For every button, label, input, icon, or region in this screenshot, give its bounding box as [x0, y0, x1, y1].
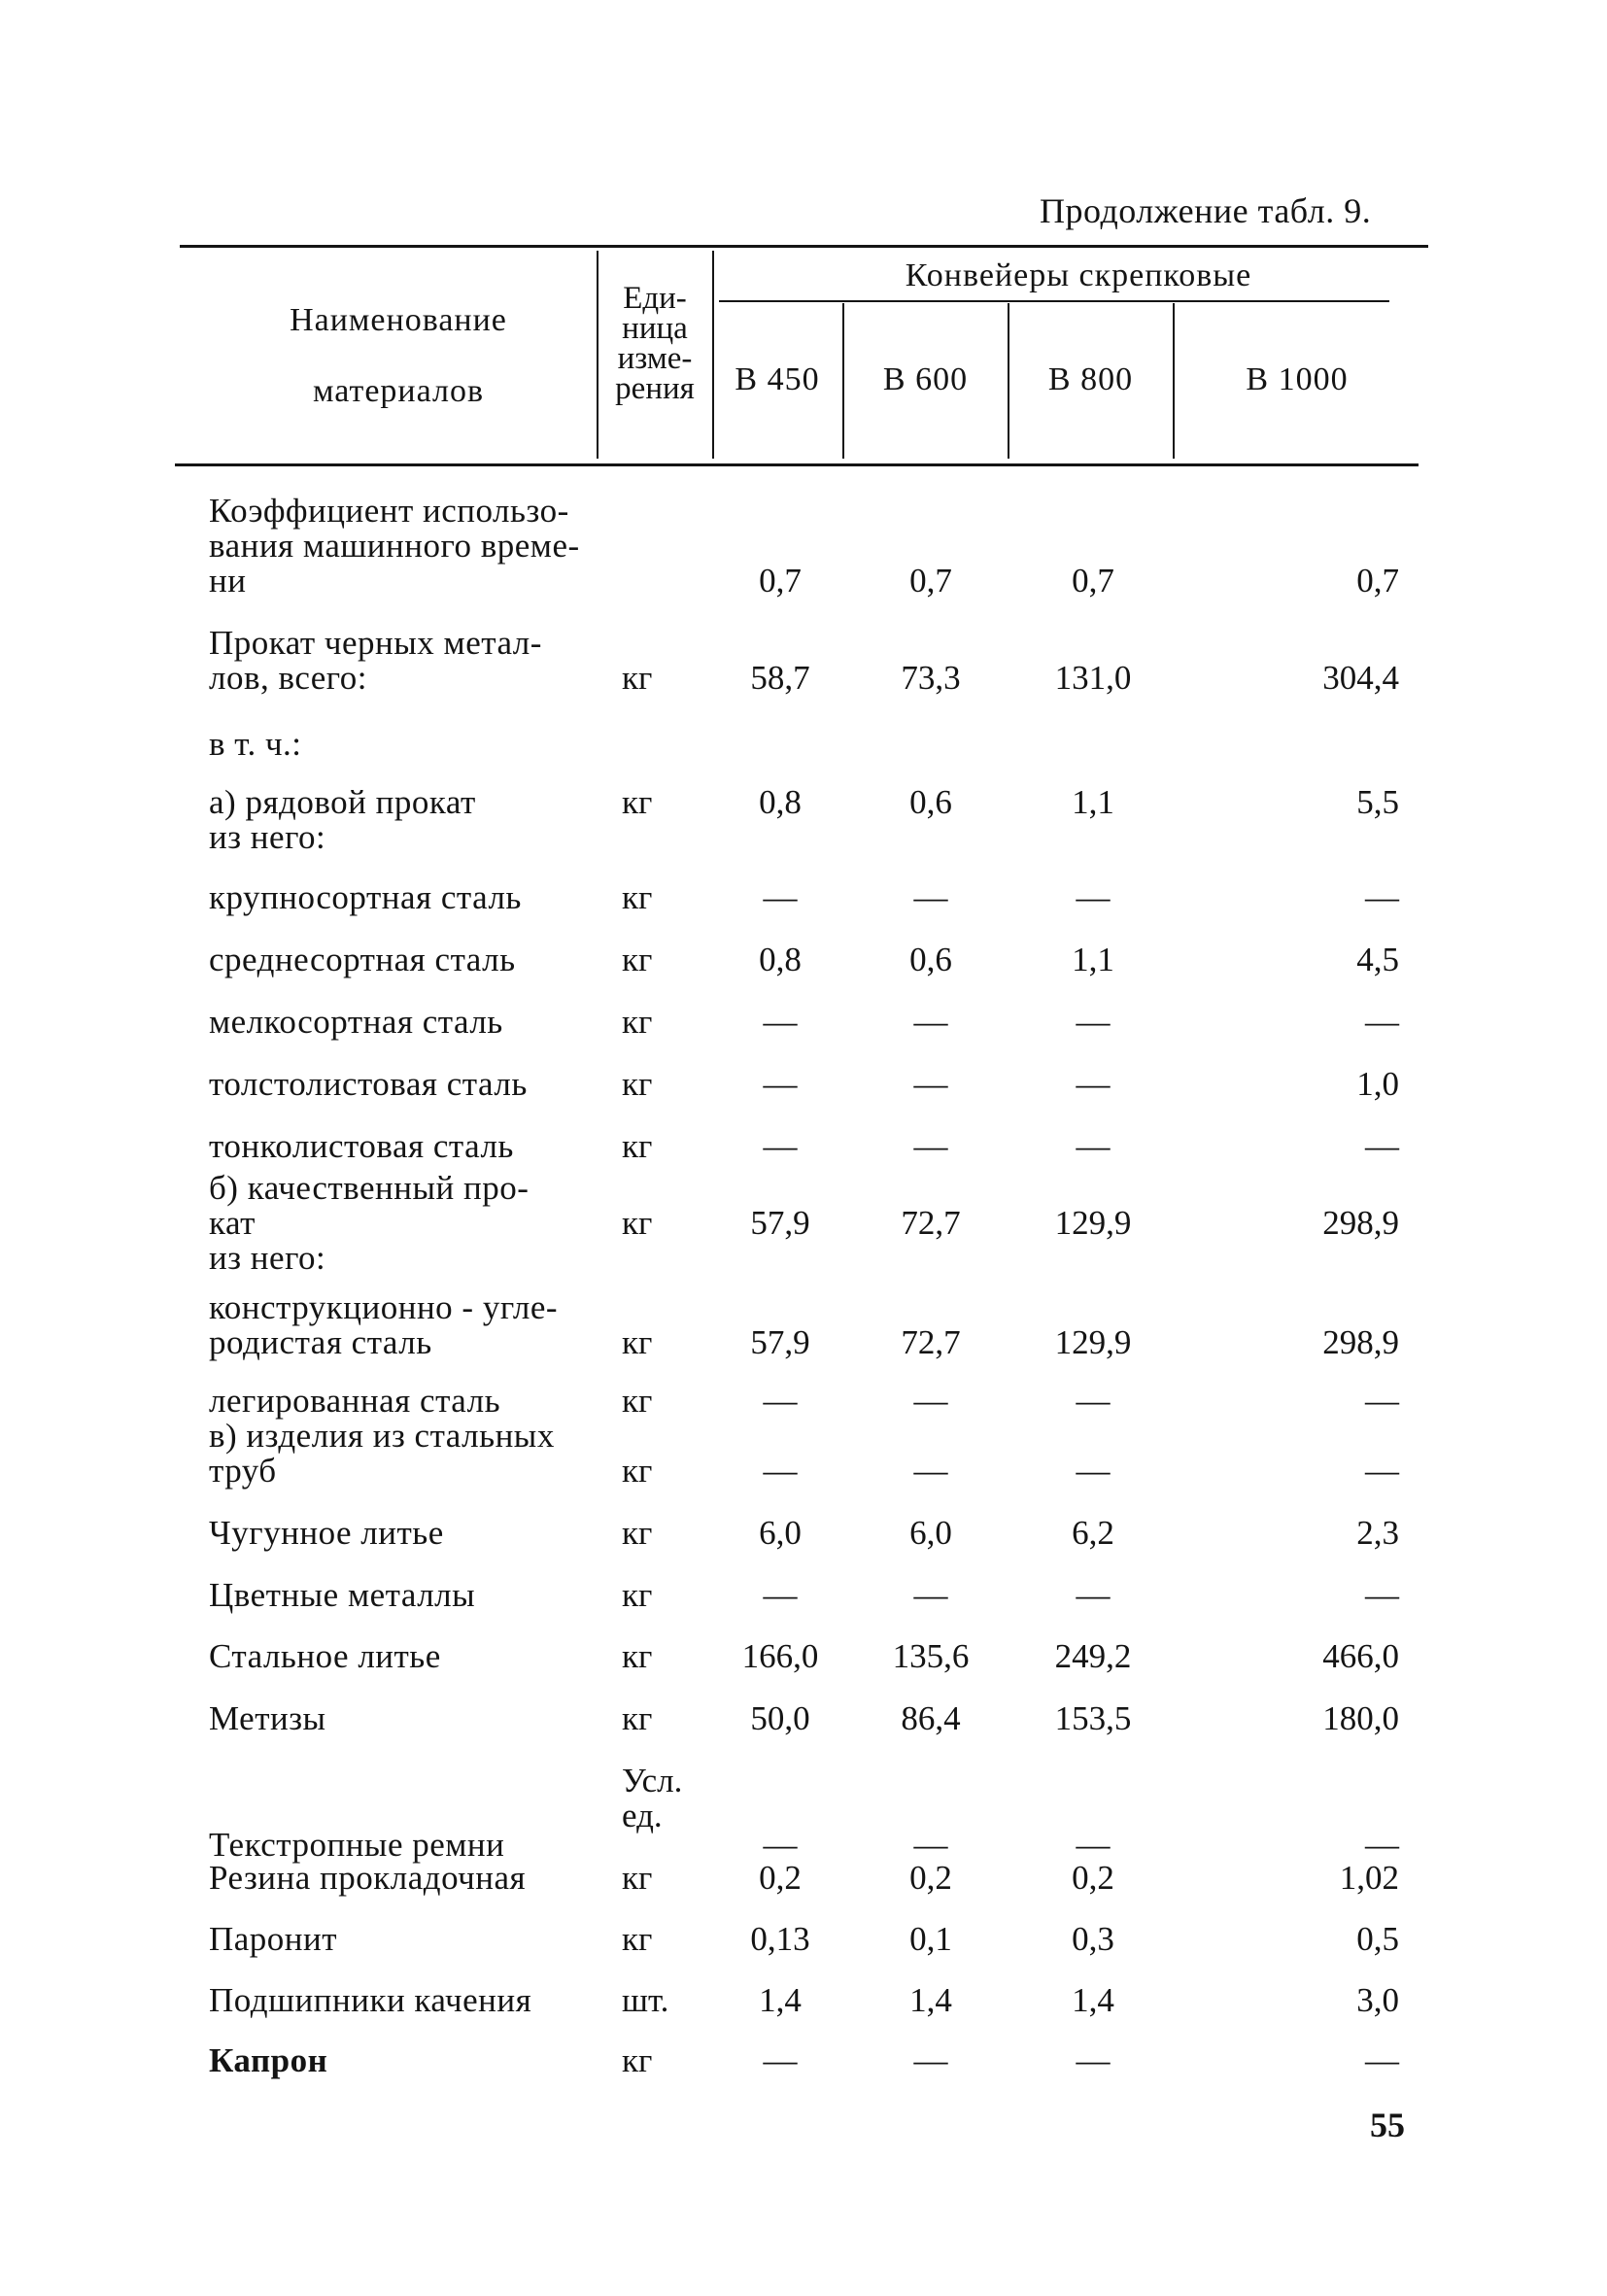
value-cell-b450: — — [763, 1065, 798, 1103]
header-divider-2 — [712, 251, 714, 459]
value-cell-b600: 6,0 — [909, 1514, 952, 1552]
table-row — [0, 626, 1607, 696]
value-cell-b600: 135,6 — [892, 1637, 970, 1675]
material-name: а) рядовой прокат из него: — [209, 783, 476, 856]
table-row — [0, 785, 1607, 855]
value-cell-b1000: — — [1365, 1452, 1399, 1490]
unit-cell: кг — [622, 1065, 653, 1103]
value-cell-b450: — — [763, 1382, 798, 1420]
unit-cell: кг — [622, 941, 653, 978]
header-col-b1000: В 1000 — [1246, 361, 1349, 397]
material-name: легированная сталь — [209, 1382, 501, 1420]
value-cell-b800: — — [1076, 1003, 1111, 1041]
value-cell-b450: 57,9 — [750, 1323, 810, 1361]
value-cell-b450: 50,0 — [750, 1699, 810, 1737]
value-cell-b450: — — [763, 1003, 798, 1041]
value-cell-b600: 0,2 — [909, 1859, 952, 1897]
header-name-line2: материалов — [312, 373, 485, 409]
header-divider-5 — [1173, 303, 1175, 459]
unit-cell: кг — [622, 2041, 653, 2079]
table-row — [0, 2043, 1607, 2113]
value-cell-b1000: 0,7 — [1356, 562, 1399, 600]
header-divider-3 — [842, 303, 844, 459]
unit-cell: шт. — [622, 1981, 669, 2019]
value-cell-b600: 72,7 — [901, 1204, 961, 1242]
value-cell-b800: — — [1076, 1826, 1111, 1864]
value-cell-b800: 129,9 — [1054, 1204, 1132, 1242]
material-name: крупносортная сталь — [209, 878, 522, 916]
value-cell-b600: 0,6 — [909, 941, 952, 978]
value-cell-b450: 0,2 — [759, 1859, 802, 1897]
value-cell-b450: — — [763, 1452, 798, 1490]
unit-cell: кг — [622, 1514, 653, 1552]
header-top-rule — [180, 245, 1428, 248]
value-cell-b1000: — — [1365, 2041, 1399, 2079]
unit-cell: кг — [622, 1637, 653, 1675]
value-cell-b450: 166,0 — [741, 1637, 819, 1675]
header-col-b450: В 450 — [735, 361, 820, 397]
value-cell-b1000: — — [1365, 1127, 1399, 1165]
value-cell-b800: — — [1076, 1127, 1111, 1165]
group-rule — [719, 300, 1389, 302]
table-row — [0, 1701, 1607, 1771]
value-cell-b800: — — [1076, 1452, 1111, 1490]
value-cell-b800: 1,4 — [1072, 1981, 1114, 2019]
value-cell-b600: 72,7 — [901, 1323, 961, 1361]
unit-cell: кг — [622, 1452, 653, 1490]
value-cell-b800: 153,5 — [1054, 1699, 1132, 1737]
value-cell-b1000: — — [1365, 1382, 1399, 1420]
unit-cell: кг — [622, 783, 653, 821]
value-cell-b800: 129,9 — [1054, 1323, 1132, 1361]
value-cell-b450: 0,7 — [759, 562, 802, 600]
value-cell-b600: — — [913, 1065, 948, 1103]
material-name: Подшипники качения — [209, 1981, 532, 2019]
value-cell-b450: 0,8 — [759, 941, 802, 978]
value-cell-b600: — — [913, 1382, 948, 1420]
value-cell-b450: 6,0 — [759, 1514, 802, 1552]
table-row — [0, 492, 1607, 600]
value-cell-b1000: — — [1365, 1826, 1399, 1864]
material-name: толстолистовая сталь — [209, 1065, 528, 1103]
value-cell-b800: 249,2 — [1054, 1637, 1132, 1675]
value-cell-b1000: 3,0 — [1356, 1981, 1399, 2019]
value-cell-b800: 131,0 — [1054, 659, 1132, 697]
material-name: Прокат черных метал- лов, всего: — [209, 624, 542, 697]
material-name: б) качественный про- кат из него: — [209, 1169, 530, 1277]
unit-cell: кг — [622, 1003, 653, 1041]
material-name: Цветные металлы — [209, 1576, 476, 1614]
value-cell-b450: — — [763, 1127, 798, 1165]
value-cell-b800: 0,2 — [1072, 1859, 1114, 1897]
value-cell-b600: 1,4 — [909, 1981, 952, 2019]
value-cell-b450: 57,9 — [750, 1204, 810, 1242]
material-name: тонколистовая сталь — [209, 1127, 514, 1165]
value-cell-b600: — — [913, 1127, 948, 1165]
value-cell-b1000: 180,0 — [1322, 1699, 1399, 1737]
value-cell-b450: 0,8 — [759, 783, 802, 821]
material-name: среднесортная сталь — [209, 941, 516, 978]
value-cell-b800: — — [1076, 2041, 1111, 2079]
value-cell-b1000: — — [1365, 1003, 1399, 1041]
value-cell-b600: — — [913, 2041, 948, 2079]
value-cell-b600: — — [913, 878, 948, 916]
unit-cell: кг — [622, 1382, 653, 1420]
header-group: Конвейеры скрепковые — [905, 257, 1252, 293]
material-name: Чугунное литье — [209, 1514, 444, 1552]
value-cell-b800: 0,3 — [1072, 1920, 1114, 1958]
value-cell-b1000: 1,02 — [1339, 1859, 1399, 1897]
material-name: Коэффициент использо- вания машинного време- ни — [209, 492, 580, 600]
value-cell-b600: 0,1 — [909, 1920, 952, 1958]
value-cell-b450: 58,7 — [750, 659, 810, 697]
value-cell-b1000: 4,5 — [1356, 941, 1399, 978]
table-row — [0, 1419, 1607, 1489]
unit-cell: кг — [622, 1699, 653, 1737]
unit-cell: кг — [622, 1127, 653, 1165]
unit-cell: кг — [622, 1859, 653, 1897]
header-name-line1: Наименование — [290, 302, 507, 338]
unit-cell: кг — [622, 1920, 653, 1958]
value-cell-b600: — — [913, 1452, 948, 1490]
value-cell-b800: 1,1 — [1072, 783, 1114, 821]
material-name: Капрон — [209, 2041, 328, 2079]
material-name: Метизы — [209, 1699, 326, 1737]
value-cell-b800: — — [1076, 878, 1111, 916]
value-cell-b1000: 466,0 — [1322, 1637, 1399, 1675]
value-cell-b450: 1,4 — [759, 1981, 802, 2019]
unit-cell: кг — [622, 1576, 653, 1614]
material-name: Стальное литье — [209, 1637, 441, 1675]
value-cell-b600: 0,7 — [909, 562, 952, 600]
header-col-b800: В 800 — [1047, 361, 1134, 397]
material-name: в т. ч.: — [209, 725, 302, 763]
material-name: конструкционно - угле- родистая сталь — [209, 1288, 559, 1361]
value-cell-b800: — — [1076, 1065, 1111, 1103]
value-cell-b800: 6,2 — [1072, 1514, 1114, 1552]
value-cell-b1000: 298,9 — [1322, 1204, 1399, 1242]
header-bottom-rule — [175, 463, 1419, 466]
table-continuation-caption: Продолжение табл. 9. — [1040, 191, 1372, 230]
material-name: Резина прокладочная — [209, 1859, 527, 1897]
header-unit: Еди- ница изме- рения — [615, 281, 695, 406]
table-row — [0, 1762, 1607, 1864]
material-name: в) изделия из стальных труб — [209, 1417, 555, 1490]
material-name: мелкосортная сталь — [209, 1003, 503, 1041]
unit-cell: кг — [622, 659, 653, 697]
value-cell-b1000: — — [1365, 1576, 1399, 1614]
value-cell-b800: 1,1 — [1072, 941, 1114, 978]
value-cell-b600: 86,4 — [901, 1699, 961, 1737]
value-cell-b450: 0,13 — [750, 1920, 810, 1958]
value-cell-b600: 73,3 — [901, 659, 961, 697]
value-cell-b600: — — [913, 1576, 948, 1614]
unit-cell: кг — [622, 878, 653, 916]
value-cell-b1000: 298,9 — [1322, 1323, 1399, 1361]
value-cell-b1000: 5,5 — [1356, 783, 1399, 821]
value-cell-b1000: — — [1365, 878, 1399, 916]
unit-cell: Усл. ед. — [622, 1762, 683, 1834]
value-cell-b800: — — [1076, 1576, 1111, 1614]
header-divider-4 — [1008, 303, 1009, 459]
header-col-b600: В 600 — [882, 361, 969, 397]
value-cell-b800: — — [1076, 1382, 1111, 1420]
value-cell-b600: — — [913, 1826, 948, 1864]
material-name: Паронит — [209, 1920, 338, 1958]
value-cell-b600: 0,6 — [909, 783, 952, 821]
value-cell-b800: 0,7 — [1072, 562, 1114, 600]
value-cell-b1000: 1,0 — [1356, 1065, 1399, 1103]
page-number: 55 — [1370, 2106, 1405, 2144]
unit-cell: кг — [622, 1323, 653, 1361]
value-cell-b1000: 304,4 — [1322, 659, 1399, 697]
table-row — [0, 1169, 1607, 1277]
value-cell-b450: — — [763, 878, 798, 916]
value-cell-b450: — — [763, 1826, 798, 1864]
value-cell-b600: — — [913, 1003, 948, 1041]
material-name: Текстропные ремни — [209, 1826, 505, 1864]
value-cell-b450: — — [763, 1576, 798, 1614]
unit-cell: кг — [622, 1204, 653, 1242]
value-cell-b450: — — [763, 2041, 798, 2079]
table-row — [0, 1290, 1607, 1360]
value-cell-b1000: 2,3 — [1356, 1514, 1399, 1552]
value-cell-b1000: 0,5 — [1356, 1920, 1399, 1958]
